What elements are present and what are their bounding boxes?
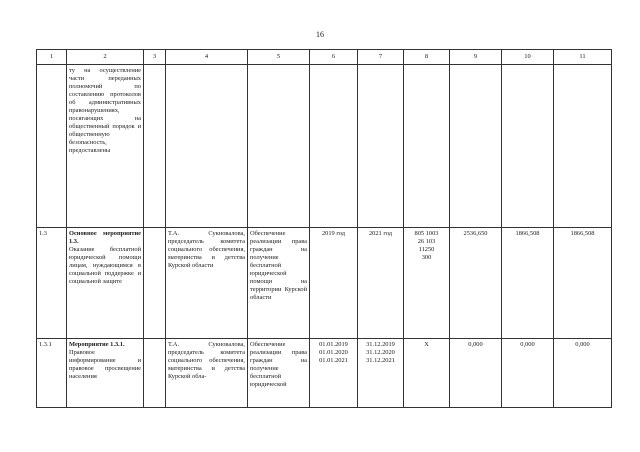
start-date: 2019 год (310, 228, 358, 339)
end-date: 31.12.2019 31.12.2020 31.12.2021 (358, 339, 404, 408)
column-header: 7 (358, 50, 404, 65)
column-header: 2 (67, 50, 144, 65)
end-date (358, 65, 404, 228)
row-number (37, 65, 67, 228)
amount-col10: 0,000 (502, 339, 554, 408)
activity-title: Мероприятие 1.3.1. (69, 341, 125, 348)
table-row (37, 339, 612, 408)
column-header: 8 (404, 50, 450, 65)
responsible-executor: Т.А. Сукновалова, председатель комитета социального обеспечения, материнства и детства Курской области (166, 228, 248, 339)
budget-code: Х (404, 339, 450, 408)
amount-col10: 1866,508 (502, 228, 554, 339)
amount-col9: 0,000 (450, 339, 502, 408)
column-header: 10 (502, 50, 554, 65)
amount-col11: 1866,508 (554, 228, 612, 339)
amount-col9 (450, 65, 502, 228)
expected-result: Обеспечение реализации права граждан на получение бесплатной юридической помощи на территории Курской области (248, 228, 310, 339)
expected-result (248, 65, 310, 228)
cell-col3 (144, 339, 166, 408)
budget-code (404, 65, 450, 228)
column-header: 6 (310, 50, 358, 65)
table-row (37, 65, 612, 228)
start-date: 01.01.2019 01.01.2020 01.01.2021 (310, 339, 358, 408)
amount-col10 (502, 65, 554, 228)
column-header: 3 (144, 50, 166, 65)
program-table (36, 49, 612, 408)
activity-description: Оказание бесплатной юридической помощи лицам, нуждающимся в социальной поддержке и социальной защите (69, 246, 141, 285)
row-number: 1.3 (37, 228, 67, 339)
row-number: 1.3.1 (37, 339, 67, 408)
activity-name-cell (67, 65, 144, 228)
start-date (310, 65, 358, 228)
amount-col11: 0,000 (554, 339, 612, 408)
budget-code: 805 1003 26 103 11250 300 (404, 228, 450, 339)
activity-name-cell (67, 339, 144, 408)
amount-col11 (554, 65, 612, 228)
column-header: 11 (554, 50, 612, 65)
column-header: 1 (37, 50, 67, 65)
activity-description: Правовое информирование и правовое просвещение населения (69, 349, 141, 380)
cell-col3 (144, 65, 166, 228)
amount-col9: 2536,650 (450, 228, 502, 339)
column-header: 5 (248, 50, 310, 65)
table-row (37, 228, 612, 339)
end-date: 2021 год (358, 228, 404, 339)
responsible-executor: Т.А. Сукновалова, председатель комитета социального обеспечения, материнства и детства Курской обла- (166, 339, 248, 408)
column-number-row (37, 50, 612, 65)
responsible-executor (166, 65, 248, 228)
activity-name-cell (67, 228, 144, 339)
column-header: 9 (450, 50, 502, 65)
expected-result: Обеспечение реализации права граждан на получение бесплатной юридической (248, 339, 310, 408)
activity-title: Основное мероприятие 1.3. (69, 230, 141, 245)
column-header: 4 (166, 50, 248, 65)
page-number: 16 (316, 30, 324, 39)
activity-description: ту на осуществление части переданных полномочий по составлению протоколов об административных правонарушениях, посягающих на общественный порядок и общественную безопасность, предоставлены (69, 67, 141, 154)
cell-col3 (144, 228, 166, 339)
